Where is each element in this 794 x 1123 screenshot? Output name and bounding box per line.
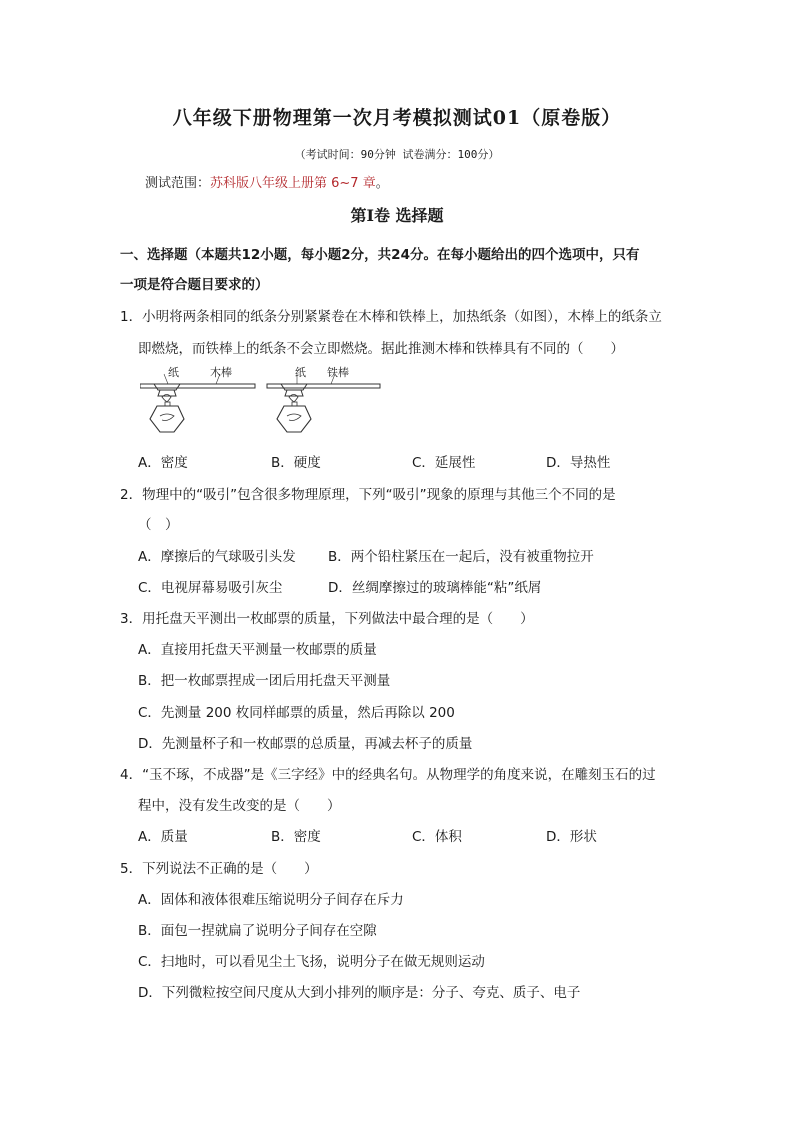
q1-option-b: B．硬度: [271, 455, 321, 471]
label-paper-left: 纸: [168, 366, 179, 379]
question-2-line-1: 2．物理中的“吸引”包含很多物理原理，下列“吸引”现象的原理与其他三个不同的是: [120, 487, 616, 503]
section-heading-line-2: 一项是符合题目要求的）: [120, 277, 269, 293]
q2-option-d: D．丝绸摩擦过的玻璃棒能“粘”纸屑: [328, 580, 542, 596]
exam-info: （考试时间：90分钟 试卷满分：100分）: [294, 148, 500, 161]
q1-option-d: D．导热性: [546, 455, 611, 471]
q4-option-c: C．体积: [412, 829, 462, 845]
label-paper-right: 纸: [295, 366, 306, 379]
q4-option-b: B．密度: [271, 829, 321, 845]
q5-option-c: C．扫地时，可以看见尘土飞扬，说明分子在做无规则运动: [138, 954, 485, 970]
scope-value: 苏科版八年级上册第 6~7 章: [210, 176, 376, 191]
page-title: 八年级下册物理第一次月考模拟测试01（原卷版）: [172, 107, 622, 129]
q1-option-c: C．延展性: [412, 455, 476, 471]
label-iron-rod: 铁棒: [327, 366, 349, 379]
q1-option-a: A．密度: [138, 455, 188, 471]
wood-rod-setup: [140, 365, 255, 432]
question-3-line-1: 3．用托盘天平测出一枚邮票的质量，下列做法中最合理的是（ ）: [120, 611, 534, 627]
q3-option-c: C．先测量 200 枚同样邮票的质量，然后再除以 200: [138, 705, 455, 721]
label-wood-rod: 木棒: [210, 366, 232, 379]
heating-experiment-figure: [140, 364, 390, 442]
question-4-line-1: 4．“玉不琢，不成器”是《三字经》中的经典名句。从物理学的角度来说，在雕刻玉石的过: [120, 767, 656, 783]
iron-rod-setup: [267, 365, 380, 432]
scope-end: 。: [375, 176, 389, 191]
q5-option-a: A．固体和液体很难压缩说明分子间存在斥力: [138, 892, 404, 908]
q4-option-d: D．形状: [546, 829, 597, 845]
q4-option-a: A．质量: [138, 829, 188, 845]
q3-option-b: B．把一枚邮票捏成一团后用托盘天平测量: [138, 673, 391, 689]
q5-option-b: B．面包一捏就扁了说明分子间存在空隙: [138, 923, 377, 939]
question-5-line-1: 5．下列说法不正确的是（ ）: [120, 861, 318, 877]
test-scope: [145, 172, 389, 191]
section-heading-line-1: 一、选择题（本题共12小题，每小题2分，共24分。在每小题给出的四个选项中，只有: [120, 247, 640, 263]
q2-option-b: B．两个铅柱紧压在一起后，没有被重物拉开: [328, 549, 594, 565]
q5-option-d: D．下列微粒按空间尺度从大到小排列的顺序是：分子、夸克、质子、电子: [138, 985, 581, 1001]
question-1-line-2: 即燃烧，而铁棒上的纸条不会立即燃烧。据此推测木棒和铁棒具有不同的（ ）: [138, 341, 624, 357]
q2-option-c: C．电视屏幕易吸引灰尘: [138, 580, 283, 596]
scope-label: 测试范围：: [145, 176, 211, 191]
question-2-line-2: （ ）: [138, 517, 179, 533]
q3-option-a: A．直接用托盘天平测量一枚邮票的质量: [138, 642, 377, 658]
question-1-line-1: 1．小明将两条相同的纸条分别紧紧卷在木棒和铁棒上，加热纸条（如图），木棒上的纸条立: [120, 309, 662, 325]
question-4-line-2: 程中，没有发生改变的是（ ）: [138, 798, 341, 814]
q2-option-a: A．摩擦后的气球吸引头发: [138, 549, 296, 565]
q3-option-d: D．先测量杯子和一枚邮票的总质量，再减去杯子的质量: [138, 736, 473, 752]
part-title: 第Ⅰ卷 选择题: [350, 206, 444, 225]
